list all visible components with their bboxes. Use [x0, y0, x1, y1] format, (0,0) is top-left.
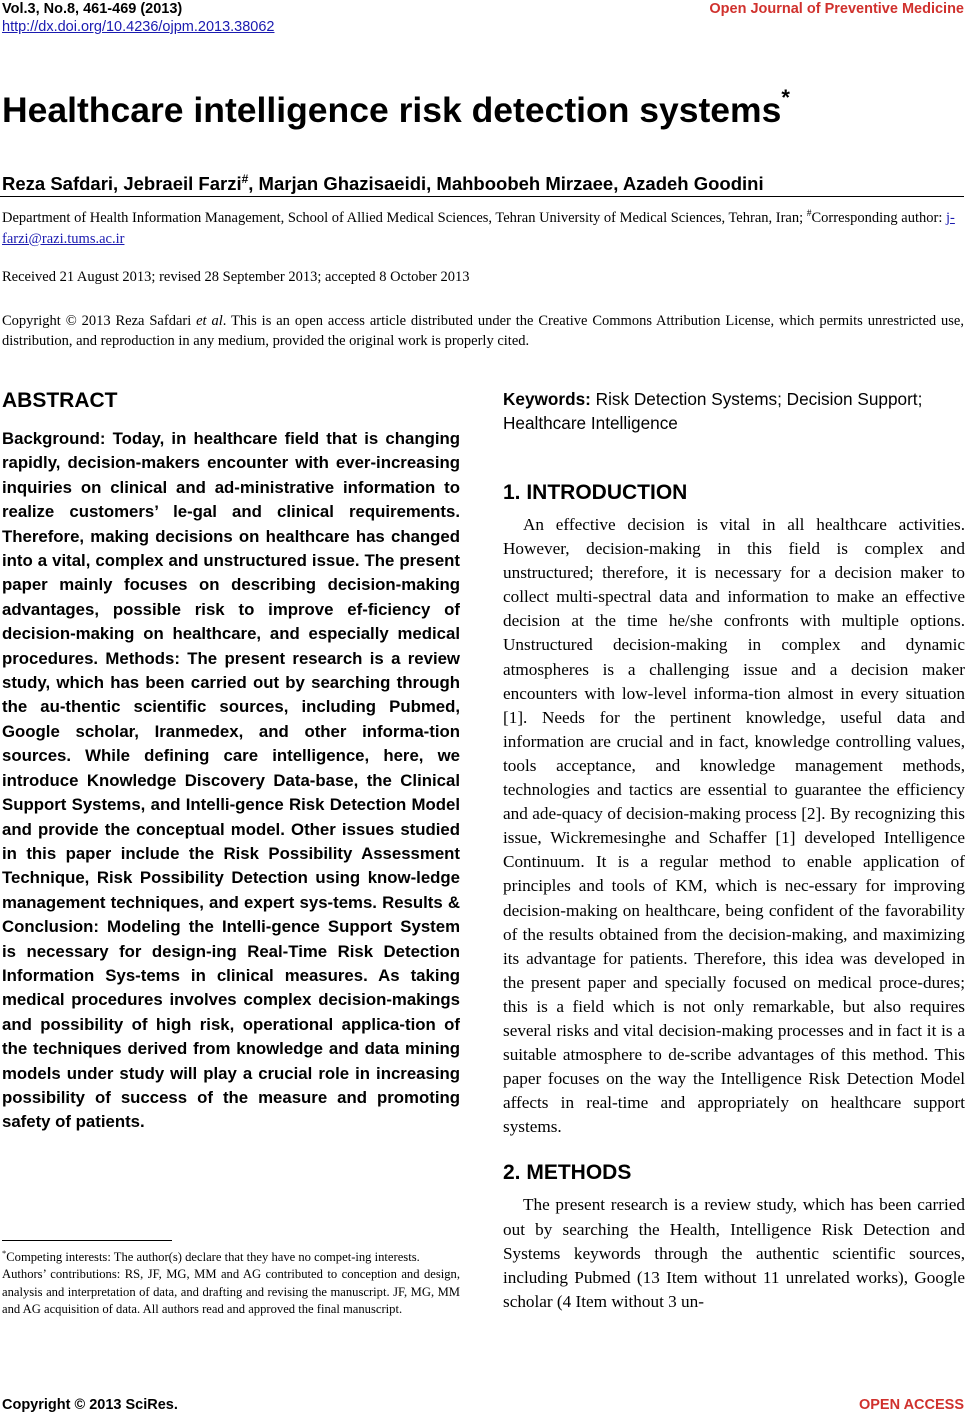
article-title: [2, 80, 790, 132]
title-footnote-mark: *: [781, 85, 790, 110]
competing-text: Competing interests: The author(s) declare that they have no compet-ing interests.: [6, 1250, 420, 1265]
copyright-notice-part1: Copyright © 2013 Reza Safdari: [2, 313, 197, 329]
title-divider: [0, 196, 964, 197]
running-header: [2, 0, 274, 36]
affiliation-mark: #: [806, 209, 812, 219]
copyright-notice-part2: . This is an open access article distributed under the Creative Commons Attribution License, which permits unrestricted use, distribution, and reproduction in any medium, provided the original work is properly cited.: [2, 313, 964, 349]
title-text: Healthcare intelligence risk detection systems: [2, 89, 782, 130]
competing-mark: *: [2, 1248, 7, 1258]
abstract-body: Background: Today, in healthcare field that is changing rapidly, decision-makers encounter with ever-increasing inquiries on clinical and ad-ministrative information to realize customers’ le-gal and clinical requirements. Therefore, making decisions on healthcare has changed into a vital, complex and unstructured issue. The present paper mainly focuses on describing decision-making advantages, possible risk to improve ef-ficiency of decision-making on healthcare, and especially medical procedures. Methods: The present research is a review study, which has been carried out by searching through the au-thentic scientific sources, including Pubmed, Google scholar, Iranmedex, and other informa-tion sources. While defining care intelligence, here, we introduce Knowledge Discovery Data-base, the Clinical Support Systems, and Intelli-gence Risk Detection Model and provide the conceptual model. Other issues studied in this paper include the Risk Possibility Assessment Technique, Risk Possibility Detection using know-ledge management techniques, and expert sys-tems. Results & Conclusion: Modeling the Intelli-gence Support System is necessary for design-ing Real-Time Risk Detection Information Sys-tems in clinical measures. As taking medical procedures involves complex decision-makings and possibility of high risk, operational applica-tion of the techniques derived from knowledge and data mining models under study will play a crucial role in increasing possibility of success of the measure and promoting safety of patients.: [2, 429, 460, 1132]
methods-body: The present research is a review study, which has been carried out by searching the Health, Intelligence Risk Detection and Systems keywords through the authentic scientific sources, including Pubmed (13 Item without 11 unrelated works), Google scholar (4 Item without 3 un-: [503, 1195, 965, 1311]
corresponding-mark: #: [241, 172, 249, 186]
keywords-text: Risk Detection Systems; Decision Support; Healthcare Intelligence: [503, 389, 923, 433]
footnotes: [2, 1245, 460, 1318]
keywords-label: Keywords:: [503, 389, 591, 409]
footnote-divider: [2, 1240, 172, 1241]
authors-part2: , Marjan Ghazisaeidi, Mahboobeh Mirzaee, Azadeh Goodini: [248, 173, 764, 195]
copyright-notice: [2, 311, 964, 351]
footer-copyright: Copyright © 2013 SciRes.: [2, 1397, 178, 1413]
keywords: [503, 387, 965, 435]
volume-info: Vol.3, No.8, 461-469 (2013): [2, 1, 183, 17]
corresponding-label: Corresponding author:: [811, 209, 947, 226]
competing-interests-footnote: [2, 1245, 460, 1266]
doi-link[interactable]: http://dx.doi.org/10.4236/ojpm.2013.38062: [2, 19, 275, 35]
corresponding-email-link[interactable]: j-farzi@razi.tums.ac.ir: [2, 209, 955, 247]
author-list: [2, 167, 764, 196]
introduction-heading: 1. INTRODUCTION: [503, 481, 688, 504]
contributions-footnote: Authors’ contributions: RS, JF, MG, MM and AG contributed to conception and design, analysis and interpretation of data, and drafting and revising the manuscript. JF, MG, MM and AG acquisition of data. All authors read and approved the final manuscript.: [2, 1267, 460, 1316]
received-dates: Received 21 August 2013; revised 28 September 2013; accepted 8 October 2013: [2, 269, 470, 285]
introduction-body: An effective decision is vital in all healthcare activities. However, decision-making in this field is complex and unstructured; therefore, it is necessary for a decision maker to collect multi-spectral data and information to make an effective decision at the time he/she confronts with multiple options. Unstructured decision-making in complex and dynamic atmospheres is a challenging issue and a decision maker encounters with low-level informa-tion almost in every situation [1]. Needs for the pertinent knowledge, useful data and information are crucial and in fact, knowledge controlling values, tools acceptance, and knowledge management methods, technologies and tactics are essential to guarantee the efficiency and ade-quacy of decision-making process [2]. By recognizing this issue, Wickremesinghe and Schaffer [1] developed Intelligence Continuum. It is a regular method to enable application of principles and tools of KM, which is nec-essary for improving decision-making on healthcare, being confident of the favorability of the results obtained from the decision-making, and maximizing its advantage for patients. Therefore, this idea was developed in the present paper and specially focused on medical proce-dures; this is a field which is not only remarkable, but also requires several risks and vital decision-making processes and in fact it is a suitable atmosphere to de-scribe advantages of this method. This paper focuses on the way the Intelligence Risk Detection Model affects in real-time and appropriately on healthcare support systems.: [503, 515, 965, 1137]
affiliation-text: Department of Health Information Management, School of Allied Medical Sciences, Tehran University of Medical Sciences, Tehran, Iran;: [2, 209, 807, 226]
affiliation: [2, 204, 964, 250]
left-column: [2, 387, 460, 1135]
copyright-notice-etal: et al: [196, 313, 223, 329]
right-column: [503, 387, 965, 1314]
journal-name: Open Journal of Preventive Medicine: [709, 1, 964, 17]
authors-part1: Reza Safdari, Jebraeil Farzi: [2, 173, 242, 195]
abstract-heading: ABSTRACT: [2, 389, 118, 412]
open-access-label: OPEN ACCESS: [858, 1397, 964, 1413]
methods-heading: 2. METHODS: [503, 1161, 632, 1185]
